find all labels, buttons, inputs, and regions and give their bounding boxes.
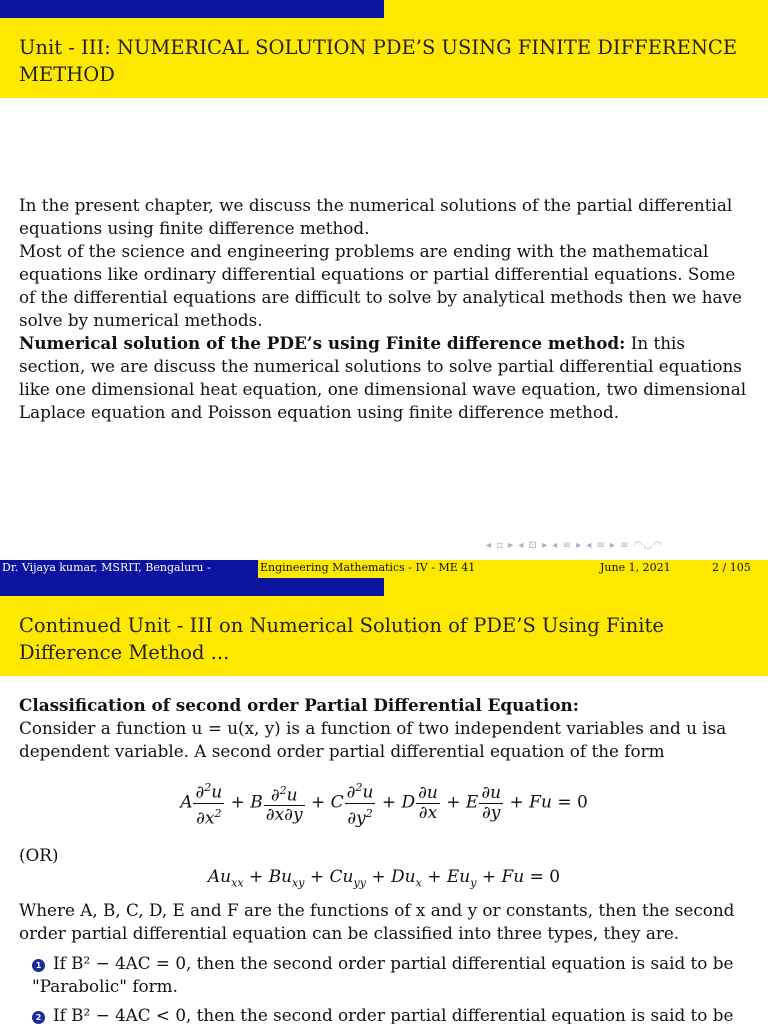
intro-paragraph: In the present chapter, we discuss the numerical solutions of the partial differential equations using finite difference method. — [19, 195, 733, 238]
title-bar — [0, 596, 768, 676]
slide-body — [19, 694, 754, 763]
definition-paragraph: Consider a function u = u(x, y) is a function of two independent variables and u isa dependent variable. A second order partial differential equation of the form — [19, 718, 727, 761]
list-item-parabolic — [32, 952, 754, 998]
pde-equation-subscript-form: $Au_{xx} + Bu_{xy} + Cu_{yy} + Du_x + Eu_y + Fu = 0$ — [207, 867, 561, 890]
fdm-heading: Numerical solution of the PDE’s using Finite difference method: — [19, 333, 626, 353]
top-bar-blue — [0, 0, 384, 18]
coefficients-paragraph: Where A, B, C, D, E and F are the functions of x and y or constants, then the second order partial differential equation can be classified into three types, they are. — [19, 900, 735, 943]
footer-author: Dr. Vijaya kumar, MSRIT, Bengaluru - — [0, 560, 258, 578]
list-item-elliptic — [32, 1004, 754, 1024]
beamer-navigation-icons[interactable]: ◂ ▫ ▸ ◂ ⊡ ▸ ◂ ≡ ▸ ◂ ≡ ▸ ≡ ◠◡◠ — [486, 540, 663, 551]
pde-equation-fraction-form: A $\frac{\partial^2u}{\partial x^2}$ + B $\frac{\partial^2u}{\partial x\partial y}$ + C $\frac{\partial^2u}{\partial y^2}$ + D $\frac{\partial u}{\partial x}$ + E $\frac{\partial u}{\partial y}$ + Fu = 0 — [0, 778, 768, 828]
list-item-text: If B² − 4AC < 0, then the second order partial differential equation is said to be — [53, 1005, 734, 1024]
list-number-badge: 1 — [32, 959, 45, 972]
list-item-text: If B² − 4AC = 0, then the second order partial differential equation is said to be "Parabolic" form. — [32, 953, 734, 996]
context-paragraph: Most of the science and engineering problems are ending with the mathematical equations like ordinary differential equations or partial differential equations. Some of the differential equations are difficult to solve by analytical methods then we have solve by numerical methods. — [19, 241, 742, 330]
footer-date: June 1, 2021 — [600, 561, 671, 574]
top-bar — [0, 0, 768, 18]
fdm-paragraph — [19, 332, 754, 424]
or-label: (OR) — [19, 845, 59, 865]
footer-page: 2 / 105 — [712, 561, 751, 574]
top-bar — [0, 578, 768, 596]
slide-title: Continued Unit - III on Numerical Solution of PDE’S Using Finite Difference Method ... — [19, 614, 664, 664]
list-number-badge: 2 — [32, 1011, 45, 1024]
footer-course: Engineering Mathematics - IV - ME 41 — [260, 561, 476, 574]
top-bar-blue — [0, 578, 384, 596]
slide-title: Unit - III: NUMERICAL SOLUTION PDE’S USING FINITE DIFFERENCE METHOD — [19, 36, 738, 86]
footer — [0, 560, 768, 578]
slide-2 — [0, 578, 768, 1024]
slide-body — [19, 194, 754, 424]
title-bar — [0, 18, 768, 98]
classification-heading: Classification of second order Partial Differential Equation: — [19, 695, 579, 715]
fdm-text: In this section, we are discuss the numerical solutions to solve partial differential equations like one dimensional heat equation, one dimensional wave equation, two dimensional Laplace equation and Poisson equation using finite difference method. — [19, 333, 747, 422]
